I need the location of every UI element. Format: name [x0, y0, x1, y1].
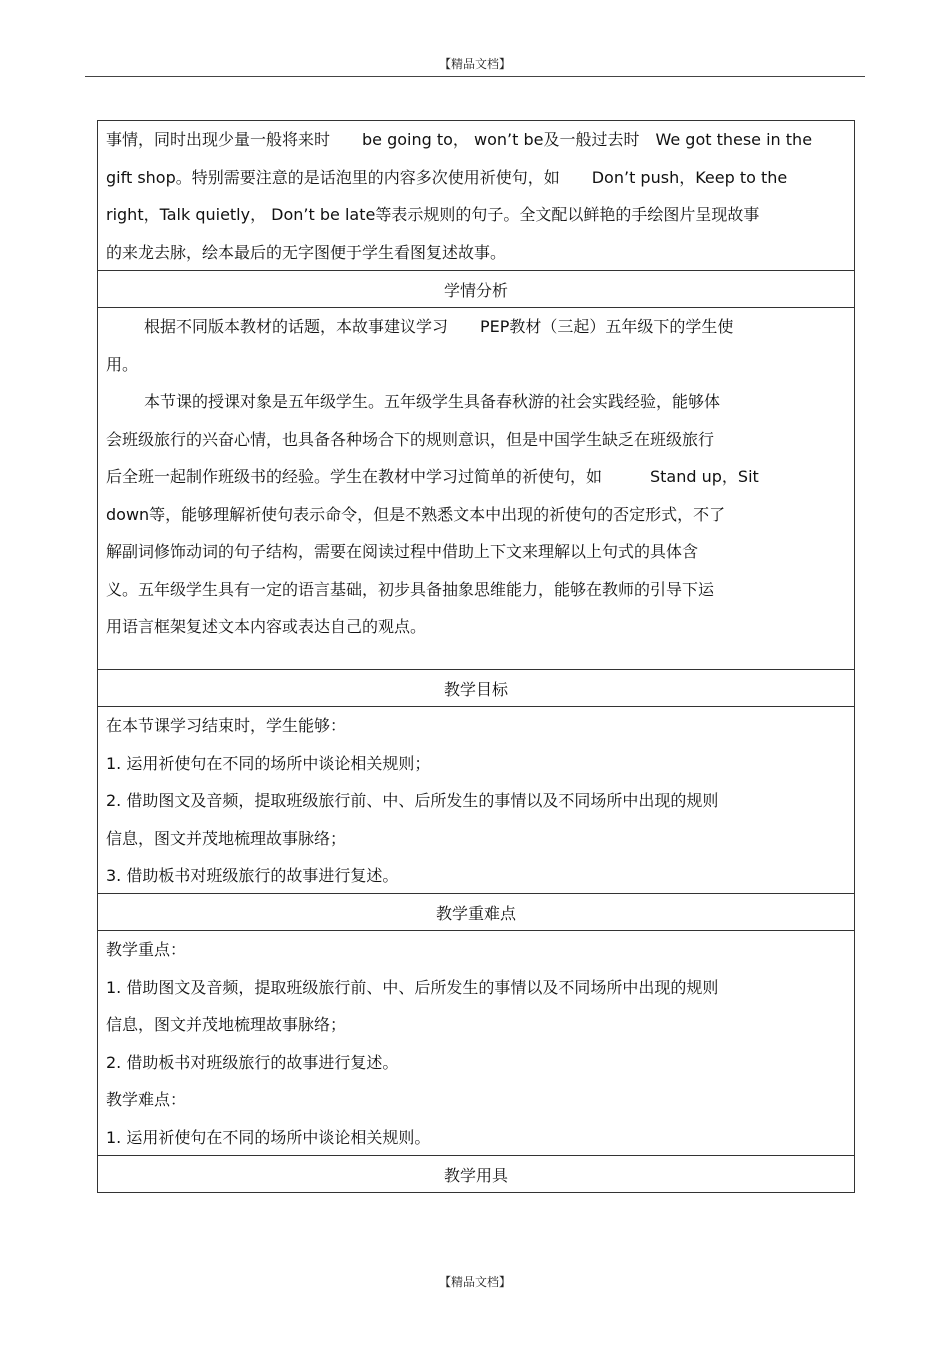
- student-analysis-cell: [98, 307, 854, 669]
- paragraph-line: 后全班一起制作班级书的经验。学生在教材中学习过简单的祈使句，如 Stand up，Sit: [106, 467, 759, 486]
- paragraph-line: 义。五年级学生具有一定的语言基础，初步具备抽象思维能力，能够在教师的引导下运: [106, 579, 715, 599]
- key-point-line: 1. 运用祈使句在不同的场所中谈论相关规则。: [106, 1127, 431, 1147]
- section-heading-key-points: 教学重难点: [98, 893, 854, 930]
- intro-cell: [98, 121, 854, 270]
- goal-line: 1. 运用祈使句在不同的场所中谈论相关规则；: [106, 753, 431, 773]
- key-point-line: 教学难点：: [106, 1090, 187, 1109]
- intro-line: 事情，同时出现少量一般将来时 be going to， won’t be及一般过去时 We got these in the: [106, 130, 813, 149]
- lesson-plan-table: [97, 120, 855, 1193]
- intro-line: gift shop。特别需要注意的是话泡里的内容多次使用祈使句，如 Don’t push，Keep to the: [106, 167, 788, 187]
- goal-line: 2. 借助图文及音频，提取班级旅行前、中、后所发生的事情以及不同场所中出现的规则: [106, 791, 719, 810]
- paragraph-line: 用语言框架复述文本内容或表达自己的观点。: [106, 617, 427, 636]
- paragraph-line: 根据不同版本教材的话题，本故事建议学习 PEP教材（三起）五年级下的学生使: [144, 317, 734, 336]
- key-point-line: 信息，图文并茂地梳理故事脉络；: [106, 1015, 347, 1034]
- teaching-goals-cell: [98, 706, 854, 893]
- goal-line: 3. 借助板书对班级旅行的故事进行复述。: [106, 866, 399, 885]
- paragraph-line: 用。: [106, 354, 139, 374]
- goal-line: 在本节课学习结束时，学生能够：: [106, 716, 347, 735]
- page-footer-label: 【精品文档】: [438, 1275, 511, 1289]
- intro-line: right，Talk quietly， Don’t be late等表示规则的句子。全文配以鲜艳的手绘图片呈现故事: [106, 205, 760, 224]
- section-heading-teaching-tools: 教学用具: [98, 1155, 854, 1192]
- paragraph-line: 本节课的授课对象是五年级学生。五年级学生具备春秋游的社会实践经验，能够体: [144, 392, 721, 411]
- intro-line: 的来龙去脉，绘本最后的无字图便于学生看图复述故事。: [106, 242, 507, 262]
- section-heading-teaching-goals: 教学目标: [98, 669, 854, 706]
- key-point-line: 2. 借助板书对班级旅行的故事进行复述。: [106, 1052, 399, 1072]
- page-header-label: 【精品文档】: [438, 57, 511, 71]
- goal-line: 信息，图文并茂地梳理故事脉络；: [106, 828, 347, 848]
- key-points-cell: [98, 930, 854, 1155]
- paragraph-line: 会班级旅行的兴奋心情，也具备各种场合下的规则意识，但是中国学生缺乏在班级旅行: [106, 429, 715, 449]
- key-point-line: 1. 借助图文及音频，提取班级旅行前、中、后所发生的事情以及不同场所中出现的规则: [106, 977, 719, 997]
- key-point-line: 教学重点：: [106, 940, 187, 959]
- header-rule: [85, 76, 865, 77]
- paragraph-line: down等，能够理解祈使句表示命令，但是不熟悉文本中出现的祈使句的否定形式，不了: [106, 504, 726, 524]
- paragraph-line: 解副词修饰动词的句子结构，需要在阅读过程中借助上下文来理解以上句式的具体含: [106, 542, 699, 561]
- section-heading-student-analysis: 学情分析: [98, 270, 854, 307]
